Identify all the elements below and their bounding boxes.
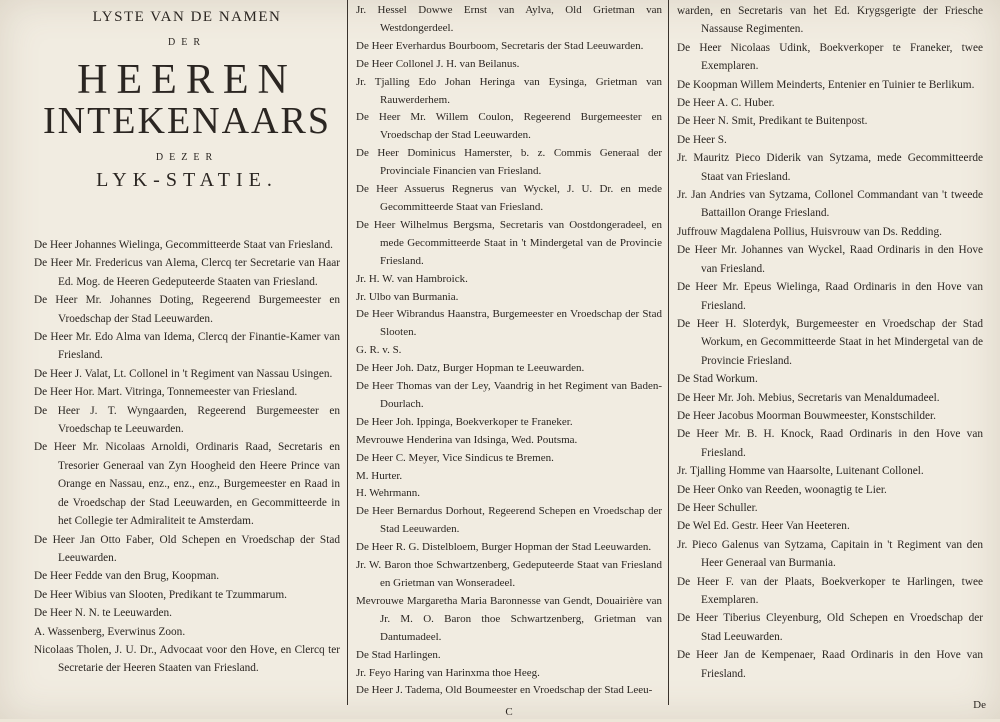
list-item: warden, en Secretaris van het Ed. Krygsgerigte der Friesche Nassause Regimenten. — [677, 5, 983, 36]
list-item: De Heer Everhardus Bourboom, Secretaris der Stad Leeuwarden. — [356, 39, 644, 52]
list-item: De Heer A. C. Huber. — [677, 97, 775, 110]
list-item: De Heer Onko van Reeden, woonagtig te Lier. — [677, 483, 887, 496]
list-item: Jr. Hessel Dowwe Ernst van Aylva, Old Grietman van Westdongerdeel. — [356, 4, 662, 34]
list-item: Jr. Tjalling Edo Johan Heringa van Eysinga, Grietman van Rauwerderhem. — [356, 75, 662, 106]
column-1 — [34, 0, 340, 719]
column-rule-left — [347, 0, 348, 705]
title-line-1: LYSTE VAN DE NAMEN — [92, 9, 282, 25]
list-item: De Heer Mr. Nicolaas Arnoldi, Ordinaris Raad, Secretaris en Tresorier Generaal van Zyn Hoogheid den Heere Prince van Orange en Nassau, enz., enz., enz., Burgemeester en Raad in de Vroedschap der Stad Leeuwarden, en Gecommitteerde in het Collegie ter Admiraliteit te Amsterdam. — [34, 441, 340, 528]
signature-mark: C — [505, 706, 513, 719]
list-item: A. Wassenberg, Everwinus Zoon. — [34, 625, 186, 638]
column-2 — [356, 0, 662, 719]
catchword: De — [973, 699, 986, 711]
list-item: De Heer Joh. Ippinga, Boekverkoper te Franeker. — [356, 415, 573, 428]
list-item: Jr. Tjalling Homme van Haarsolte, Luitenant Collonel. — [677, 465, 924, 478]
list-item: De Heer Wibius van Slooten, Predikant te Tzummarum. — [34, 588, 287, 601]
subscriber-list-column-1 — [34, 236, 340, 678]
list-item: De Heer Fedde van den Brug, Koopman. — [34, 570, 220, 583]
list-item: M. Hurter. — [356, 469, 403, 482]
list-item: Jr. Mauritz Pieco Diderik van Sytzama, mede Gecommitteerde Staat van Friesland. — [677, 152, 983, 183]
list-item: De Wel Ed. Gestr. Heer Van Heeteren. — [677, 520, 850, 533]
column-3 — [677, 0, 983, 719]
list-item: De Heer Hor. Mart. Vitringa, Tonnemeester van Friesland. — [34, 386, 298, 399]
list-item: De Heer H. Sloterdyk, Burgemeester en Vroedschap der Stad Workum, en Gecommitteerde Staat in het Mindergetal van de Provincie Friesland. — [677, 317, 983, 367]
list-item: De Heer N. Smit, Predikant te Buitenpost. — [677, 115, 868, 128]
title-line-3: HEEREN — [77, 56, 297, 103]
list-item: De Heer Mr. Johannes Doting, Regeerend Burgemeester en Vroedschap der Stad Leeuwarden. — [34, 294, 340, 325]
list-item: De Heer Schuller. — [677, 501, 758, 514]
title-line-5: DEZER — [155, 151, 219, 163]
title-line-2: DER — [168, 37, 206, 49]
list-item: Jr. Ulbo van Burmania. — [356, 290, 459, 303]
list-item: Jr. H. W. van Hambroick. — [356, 272, 468, 285]
list-item: De Heer Jan Otto Faber, Old Schepen en Vroedschap der Stad Leeuwarden. — [34, 533, 340, 564]
list-item: Mevrouwe Margaretha Maria Baronnesse van Gendt, Douairière van Jr. M. O. Baron thoe Schwartzenberg, Grietman van Dantumadeel. — [356, 594, 662, 643]
subscriber-list-column-2 — [356, 2, 662, 700]
list-item: De Heer Wilhelmus Bergsma, Secretaris van Oostdongeradeel, en mede Gecommitteerde Staat in 't Mindergetal van de Provincie Friesland. — [356, 218, 662, 267]
list-item: De Heer Mr. Edo Alma van Idema, Clercq der Finantie-Kamer van Friesland. — [34, 331, 340, 362]
list-item: De Heer Mr. Johannes van Wyckel, Raad Ordinaris in den Hove van Friesland. — [677, 244, 983, 275]
list-item: Mevrouwe Henderina van Idsinga, Wed. Poutsma. — [356, 433, 578, 446]
list-item: De Stad Workum. — [677, 373, 758, 386]
list-item: Juffrouw Magdalena Pollius, Huisvrouw van Ds. Redding. — [677, 225, 942, 238]
list-item: De Heer Joh. Datz, Burger Hopman te Leeuwarden. — [356, 362, 585, 375]
list-item: De Heer R. G. Distelbloem, Burger Hopman der Stad Leeuwarden. — [356, 541, 652, 554]
list-item: De Heer Thomas van der Ley, Vaandrig in het Regiment van Baden-Dourlach. — [356, 380, 662, 410]
list-item: De Heer Dominicus Hamerster, b. z. Commis Generaal der Provinciale Financien van Friesland. — [356, 147, 662, 178]
list-item: De Heer J. Tadema, Old Boumeester en Vroedschap der Stad Leeu- — [356, 684, 653, 697]
list-item: De Heer C. Meyer, Vice Sindicus te Bremen. — [356, 451, 554, 464]
list-item: De Heer Jacobus Moorman Bouwmeester, Konstschilder. — [677, 409, 937, 422]
list-item: De Heer Mr. Fredericus van Alema, Clercq ter Secretarie van Haar Ed. Mog. de Heeren Gedeputeerde Staaten van Friesland. — [34, 257, 340, 288]
list-item: De Heer S. — [677, 133, 727, 146]
title-line-6: LYK-STATIE. — [96, 169, 278, 192]
list-item: Jr. Pieco Galenus van Sytzama, Capitain in 't Regiment van den Heer Generaal van Burmania. — [677, 538, 983, 570]
list-item: Jr. Jan Andries van Sytzama, Collonel Commandant van 't tweede Battaillon Orange Friesland. — [677, 189, 983, 220]
list-item: Nicolaas Tholen, J. U. Dr., Advocaat voor den Hove, en Clercq ter Secretarie der Heeren Staaten van Friesland. — [34, 643, 340, 675]
list-item: De Heer Mr. B. H. Knock, Raad Ordinaris in den Hove van Friesland. — [677, 428, 983, 459]
list-item: De Heer Jan de Kempenaer, Raad Ordinaris in den Hove van Friesland. — [677, 649, 983, 680]
list-item: De Heer J. T. Wyngaarden, Regeerend Burgemeester en Vroedschap te Leeuwarden. — [34, 404, 340, 436]
list-item: De Heer N. N. te Leeuwarden. — [34, 607, 173, 620]
list-item: De Koopman Willem Meinderts, Entenier en Tuinier te Berlikum. — [677, 78, 975, 91]
list-item: De Stad Harlingen. — [356, 648, 441, 661]
list-item: De Heer Collonel J. H. van Beilanus. — [356, 57, 520, 70]
list-item: De Heer Mr. Willem Coulon, Regeerend Burgemeester en Vroedschap der Stad Leeuwarden. — [356, 111, 662, 142]
list-item: De Heer Nicolaas Udink, Boekverkoper te Franeker, twee Exemplaren. — [677, 41, 983, 73]
column-rule-right — [668, 0, 669, 705]
title-line-4: INTEKENAARS — [43, 99, 331, 142]
list-item: Jr. W. Baron thoe Schwartzenberg, Gedeputeerde Staat van Friesland en Grietman van Wonseradeel. — [356, 559, 662, 589]
list-item: De Heer J. Valat, Lt. Collonel in 't Regiment van Nassau Usingen. — [34, 367, 333, 380]
list-item: De Heer Tiberius Cleyenburg, Old Schepen en Vroedschap der Stad Leeuwarden. — [677, 612, 983, 643]
list-item: H. Wehrmann. — [356, 487, 420, 500]
subscriber-list-column-3 — [677, 2, 983, 683]
list-item: De Heer Wibrandus Haanstra, Burgemeester en Vroedschap der Stad Slooten. — [356, 308, 662, 339]
list-item: Jr. Feyo Haring van Harinxma thoe Heeg. — [356, 666, 540, 679]
list-item: G. R. v. S. — [356, 344, 402, 357]
list-item: De Heer Mr. Epeus Wielinga, Raad Ordinaris in den Hove van Friesland. — [677, 281, 983, 312]
title-block — [34, 0, 340, 232]
list-item: De Heer Bernardus Dorhout, Regeerend Schepen en Vroedschap der Stad Leeuwarden. — [356, 505, 662, 536]
list-item: De Heer Assuerus Regnerus van Wyckel, J. U. Dr. en mede Gecommitteerde Staat van Friesland. — [356, 183, 662, 213]
list-item: De Heer Mr. Joh. Mebius, Secretaris van Menaldumadeel. — [677, 391, 940, 404]
list-item: De Heer Johannes Wielinga, Gecommitteerde Staat van Friesland. — [34, 239, 333, 251]
list-item: De Heer F. van der Plaats, Boekverkoper te Harlingen, twee Exemplaren. — [677, 575, 983, 606]
